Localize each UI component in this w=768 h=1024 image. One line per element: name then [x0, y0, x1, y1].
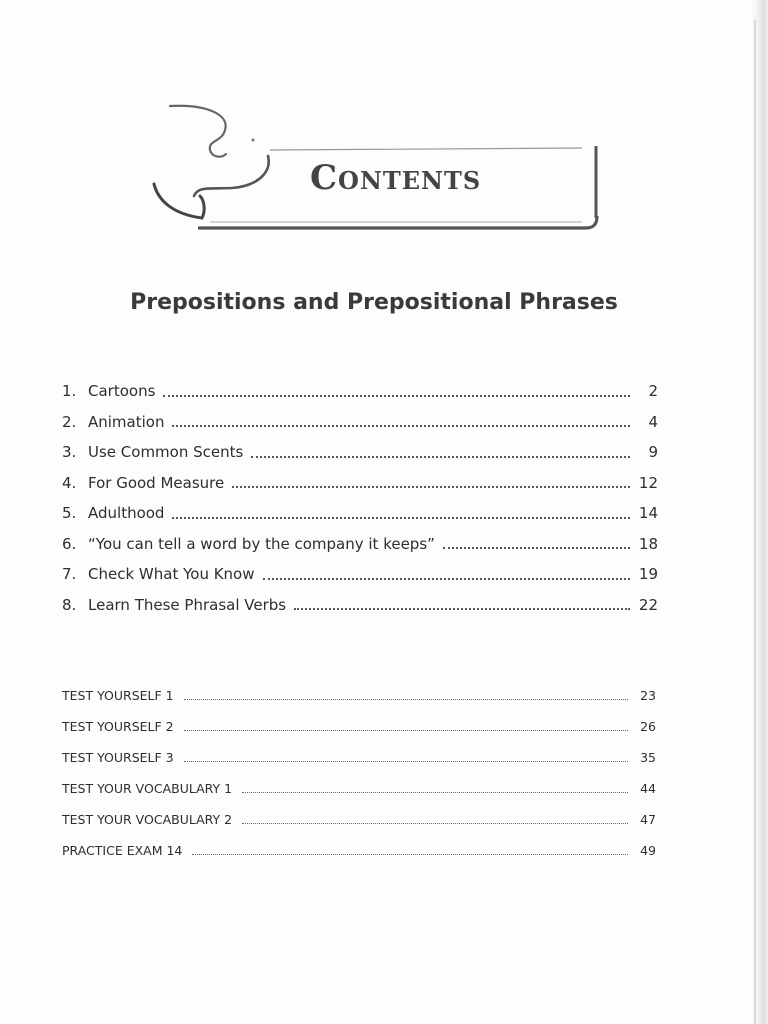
test-entry[interactable] [62, 680, 656, 711]
toc-number: 2. [62, 412, 77, 431]
toc-label: Animation [88, 412, 165, 431]
toc-label: Learn These Phrasal Verbs [88, 595, 287, 614]
test-page-number: 44 [640, 781, 656, 796]
test-page-number: 26 [640, 719, 656, 734]
contents-banner [150, 100, 602, 235]
toc-page-number: 12 [638, 473, 658, 492]
test-entry[interactable] [62, 773, 656, 804]
test-page-number: 49 [640, 843, 656, 858]
dot-leader [172, 425, 630, 427]
toc-page-number: 9 [648, 443, 658, 462]
dot-leader [184, 699, 628, 700]
toc-label: Check What You Know [88, 565, 255, 584]
dot-leader [184, 730, 628, 731]
dot-leader [192, 854, 628, 855]
dot-leader [184, 761, 628, 762]
toc-label: Use Common Scents [88, 443, 244, 462]
test-entry[interactable] [62, 711, 656, 742]
toc-label: Cartoons [88, 382, 156, 401]
toc-entry[interactable] [62, 376, 658, 407]
test-page-number: 35 [640, 750, 656, 765]
toc-page-number: 18 [638, 534, 658, 553]
toc-entry[interactable] [62, 468, 658, 499]
toc-number: 3. [62, 443, 77, 462]
test-label: TEST YOUR VOCABULARY 1 [62, 781, 233, 796]
toc-number: 7. [62, 565, 77, 584]
dot-leader [251, 456, 630, 458]
test-entry[interactable] [62, 804, 656, 835]
toc-entry[interactable] [62, 559, 658, 590]
dot-leader [242, 792, 628, 793]
page-edge-shadow [750, 0, 768, 1024]
toc-page-number: 4 [648, 412, 658, 431]
test-label: TEST YOUR VOCABULARY 2 [62, 812, 233, 827]
toc-label: Adulthood [88, 504, 165, 523]
toc-label: “You can tell a word by the company it keeps” [88, 534, 435, 553]
test-entry[interactable] [62, 742, 656, 773]
toc-list [62, 376, 658, 620]
toc-number: 6. [62, 534, 77, 553]
dot-leader [294, 608, 630, 610]
test-page-number: 47 [640, 812, 656, 827]
toc-page-number: 2 [648, 382, 658, 401]
test-entry[interactable] [62, 835, 656, 866]
dot-leader [242, 823, 628, 824]
toc-number: 1. [62, 382, 77, 401]
toc-page-number: 22 [638, 595, 658, 614]
test-page-number: 23 [640, 688, 656, 703]
test-label: TEST YOURSELF 1 [62, 688, 174, 703]
toc-entry[interactable] [62, 437, 658, 468]
test-label: TEST YOURSELF 3 [62, 750, 174, 765]
toc-number: 4. [62, 473, 77, 492]
dot-leader [263, 578, 630, 580]
toc-entry[interactable] [62, 590, 658, 621]
toc-number: 8. [62, 595, 77, 614]
dot-leader [232, 486, 630, 488]
test-label: TEST YOURSELF 2 [62, 719, 174, 734]
dot-leader [172, 517, 630, 519]
dot-leader [163, 395, 630, 397]
toc-number: 5. [62, 504, 77, 523]
toc-entry[interactable] [62, 407, 658, 438]
test-label: PRACTICE EXAM 14 [62, 843, 183, 858]
toc-entry[interactable] [62, 529, 658, 560]
page-title: Contents [310, 158, 482, 198]
toc-page-number: 14 [638, 504, 658, 523]
tests-list [62, 680, 656, 866]
toc-page-number: 19 [638, 565, 658, 584]
toc-label: For Good Measure [88, 473, 225, 492]
page-edge-line [754, 20, 756, 1024]
section-title: Prepositions and Prepositional Phrases [130, 290, 618, 315]
dot-leader [443, 547, 630, 549]
toc-entry[interactable] [62, 498, 658, 529]
